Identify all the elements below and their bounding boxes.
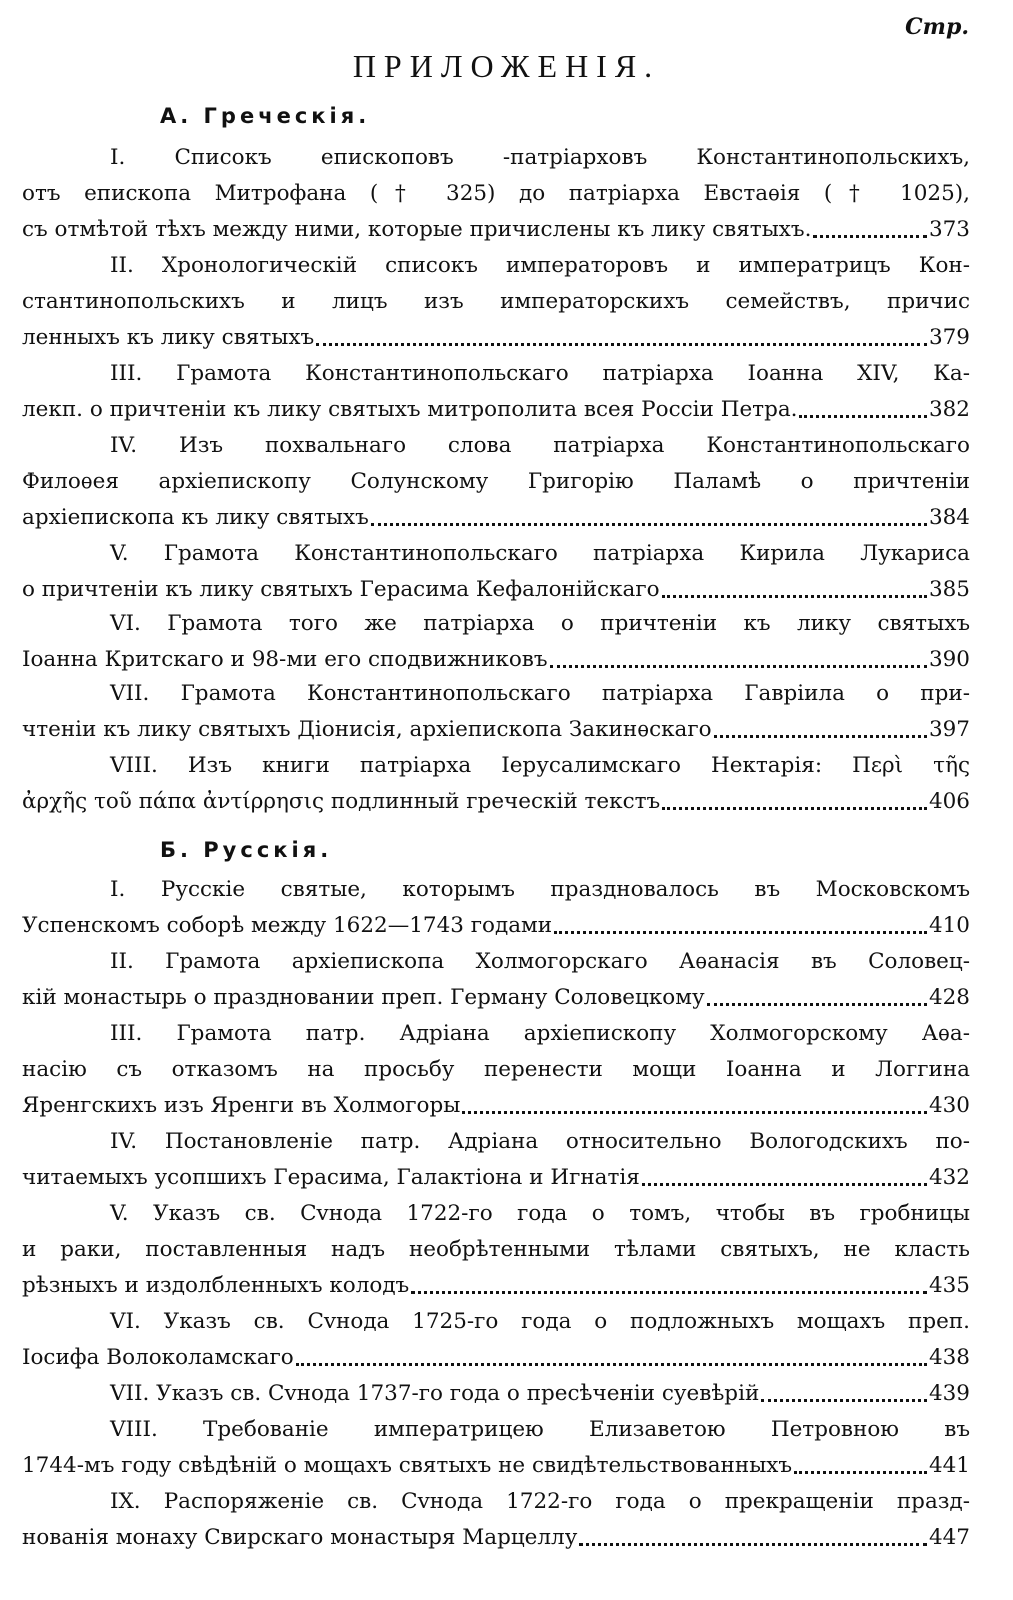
- toc-entry[interactable]: [22, 748, 970, 820]
- page-number: 435: [928, 1273, 970, 1298]
- toc-line-text: I. Списокъ епископовъ -патріарховъ Константинопольскихъ,: [110, 145, 970, 170]
- toc-line: [22, 248, 970, 284]
- toc-line-text: VII. Указъ св. Сvнода 1737-го года о пресѣченіи суевѣрій: [110, 1381, 760, 1406]
- toc-line: [22, 1088, 970, 1124]
- page-number: 447: [928, 1525, 970, 1550]
- toc-line: [22, 176, 970, 212]
- section-heading-russian: Б. Русскія.: [160, 838, 333, 862]
- page-number: 430: [928, 1093, 970, 1118]
- dot-leader: [579, 1543, 927, 1546]
- toc-line-text: отъ епископа Митрофана († 325) до патріарха Евстаѳія († 1025),: [22, 181, 970, 206]
- toc-entry[interactable]: [22, 1016, 970, 1124]
- toc-line-text: чтеніи къ лику святыхъ Діонисія, архіепископа Закинѳскаго: [22, 717, 712, 742]
- toc-line-text: Іосифа Волоколамскаго: [22, 1345, 294, 1370]
- toc-line-text: ἀρχῆς τοῦ πάπα ἀντίρρησις подлинный греческій текстъ: [22, 789, 661, 814]
- toc-entry[interactable]: [22, 428, 970, 536]
- toc-entry[interactable]: [22, 1376, 970, 1412]
- dot-leader: [799, 415, 926, 418]
- toc-line: [22, 1052, 970, 1088]
- toc-line: [22, 1016, 970, 1052]
- page-number: 373: [928, 217, 970, 242]
- toc-line: [22, 944, 970, 980]
- toc-line-text: Яренгскихъ изъ Яренги въ Холмогоры: [22, 1093, 461, 1118]
- dot-leader: [316, 343, 927, 346]
- toc-line-text: насію съ отказомъ на просьбу перенести мощи Іоанна и Логгина: [22, 1057, 970, 1082]
- dot-leader: [662, 595, 927, 598]
- toc-line: [22, 748, 970, 784]
- toc-line-text: VIII. Требованіе императрицею Елизаветою Петровною въ: [110, 1417, 970, 1442]
- toc-entry[interactable]: [22, 356, 970, 428]
- dot-leader: [371, 523, 927, 526]
- toc-line: [22, 428, 970, 464]
- dot-leader: [794, 1471, 927, 1474]
- toc-entry[interactable]: [22, 676, 970, 748]
- toc-line: [22, 464, 970, 500]
- toc-entry[interactable]: [22, 1412, 970, 1484]
- page-title: ПРИЛОЖЕНІЯ.: [352, 48, 661, 84]
- toc-line: [22, 1340, 970, 1376]
- dot-leader: [296, 1363, 927, 1366]
- toc-line: [22, 1268, 970, 1304]
- toc-line: [22, 1448, 970, 1484]
- toc-line-text: стантинопольскихъ и лицъ изъ императорскихъ семействъ, причис: [22, 289, 970, 314]
- toc-entry[interactable]: [22, 536, 970, 608]
- toc-line-text: о причтеніи къ лику святыхъ Герасима Кефалонійскаго: [22, 577, 660, 602]
- toc-line-text: I. Русскіе святые, которымъ праздновалось въ Московскомъ: [110, 877, 970, 902]
- toc-line-text: ленныхъ къ лику святыхъ: [22, 325, 315, 350]
- toc-line: [22, 872, 970, 908]
- toc-line-text: VII. Грамота Константинопольскаго патріарха Гавріила о при-: [110, 681, 970, 706]
- toc-line: [22, 212, 970, 248]
- dot-leader: [662, 807, 927, 810]
- toc-entry[interactable]: [22, 872, 970, 944]
- toc-entry[interactable]: [22, 1124, 970, 1196]
- toc-line-text: II. Грамота архіепископа Холмогорскаго Аѳанасія въ Соловец-: [110, 949, 970, 974]
- toc-line: [22, 572, 970, 608]
- toc-line-text: III. Грамота Константинопольскаго патріарха Іоанна XIV, Ка-: [110, 361, 970, 386]
- toc-line-text: Успенскомъ соборѣ между 1622—1743 годами: [22, 913, 553, 938]
- page-number: 390: [928, 647, 970, 672]
- page-number: 384: [928, 505, 970, 530]
- dot-leader: [550, 665, 927, 668]
- toc-line: [22, 784, 970, 820]
- toc-line: [22, 1196, 970, 1232]
- toc-line-text: архіепископа къ лику святыхъ: [22, 505, 369, 530]
- toc-line: [22, 1412, 970, 1448]
- toc-entry[interactable]: [22, 606, 970, 678]
- toc-line-text: II. Хронологическій списокъ императоровъ и императрицъ Кон-: [110, 253, 970, 278]
- page-number: 385: [928, 577, 970, 602]
- toc-line-text: IV. Постановленіе патр. Адріана относительно Вологодскихъ по-: [110, 1129, 970, 1154]
- toc-line-text: V. Грамота Константинопольскаго патріарха Кирила Лукариса: [110, 541, 970, 566]
- dot-leader: [462, 1111, 927, 1114]
- toc-line-text: VIII. Изъ книги патріарха Іерусалимскаго Нектарія: Περὶ τῆς: [110, 753, 970, 778]
- page-number: 438: [928, 1345, 970, 1370]
- toc-line: [22, 356, 970, 392]
- dot-leader: [642, 1183, 927, 1186]
- dot-leader: [411, 1291, 927, 1294]
- toc-line-text: и раки, поставленныя надъ необрѣтенными тѣлами святыхъ, не класть: [22, 1237, 970, 1262]
- page-number: 382: [928, 397, 970, 422]
- toc-entry[interactable]: [22, 1304, 970, 1376]
- toc-line: [22, 676, 970, 712]
- page-number: 410: [928, 913, 970, 938]
- dot-leader: [761, 1399, 927, 1402]
- dot-leader: [554, 931, 927, 934]
- toc-line: [22, 392, 970, 428]
- toc-line: [22, 606, 970, 642]
- toc-line: [22, 908, 970, 944]
- page-number: 439: [928, 1381, 970, 1406]
- toc-line-text: Іоанна Критскаго и 98-ми его сподвижниковъ: [22, 647, 548, 672]
- toc-line-text: Филоѳея архіепископу Солунскому Григорію Паламѣ о причтеніи: [22, 469, 970, 494]
- toc-line: [22, 712, 970, 748]
- toc-line-text: VI. Указъ св. Сvнода 1725-го года о подложныхъ мощахъ преп.: [110, 1309, 970, 1334]
- toc-line: [22, 320, 970, 356]
- toc-line-text: нованія монаху Свирскаго монастыря Марцеллу: [22, 1525, 578, 1550]
- toc-entry[interactable]: [22, 1196, 970, 1304]
- toc-line: [22, 1124, 970, 1160]
- toc-line: [22, 284, 970, 320]
- toc-line-text: III. Грамота патр. Адріана архіепископу Холмогорскому Аѳа-: [110, 1021, 970, 1046]
- toc-line: [22, 980, 970, 1016]
- page-number: 432: [928, 1165, 970, 1190]
- toc-entry[interactable]: [22, 248, 970, 356]
- page-number: 428: [928, 985, 970, 1010]
- page-column-label: Стр.: [905, 14, 969, 40]
- toc-line-text: съ отмѣтой тѣхъ между ними, которые причислены къ лику святыхъ.: [22, 217, 812, 242]
- toc-line-text: 1744-мъ году свѣдѣній о мощахъ святыхъ не свидѣтельствованныхъ: [22, 1453, 793, 1478]
- page-number: 441: [928, 1453, 970, 1478]
- toc-entry[interactable]: [22, 140, 970, 248]
- toc-line: [22, 1160, 970, 1196]
- toc-line-text: VI. Грамота того же патріарха о причтеніи къ лику святыхъ: [110, 611, 970, 636]
- dot-leader: [714, 735, 927, 738]
- page-number: 397: [928, 717, 970, 742]
- toc-line: [22, 1376, 970, 1412]
- toc-line: [22, 1484, 970, 1520]
- toc-line: [22, 1304, 970, 1340]
- toc-line: [22, 536, 970, 572]
- toc-line: [22, 140, 970, 176]
- toc-line-text: лекп. о причтеніи къ лику святыхъ митрополита всея Россіи Петра.: [22, 397, 798, 422]
- page-number: 406: [928, 789, 970, 814]
- toc-line-text: читаемыхъ усопшихъ Герасима, Галактіона и Игнатія: [22, 1165, 640, 1190]
- page-number: 379: [928, 325, 970, 350]
- toc-line-text: кій монастырь о праздновании преп. Герману Соловецкому: [22, 985, 705, 1010]
- toc-line: [22, 1232, 970, 1268]
- toc-line-text: IV. Изъ похвальнаго слова патріарха Константинопольскаго: [110, 433, 970, 458]
- dot-leader: [813, 235, 927, 238]
- toc-entry[interactable]: [22, 1484, 970, 1556]
- toc-entry[interactable]: [22, 944, 970, 1016]
- toc-line-text: рѣзныхъ и издолбленныхъ колодъ: [22, 1273, 410, 1298]
- toc-line-text: IX. Распоряженіе св. Сvнода 1722-го года о прекращеніи празд-: [110, 1489, 970, 1514]
- toc-line: [22, 1520, 970, 1556]
- dot-leader: [707, 1003, 927, 1006]
- toc-line: [22, 500, 970, 536]
- toc-line-text: V. Указъ св. Сvнода 1722-го года о томъ, чтобы въ гробницы: [110, 1201, 970, 1226]
- toc-line: [22, 642, 970, 678]
- section-heading-greek: А. Греческія.: [160, 104, 371, 128]
